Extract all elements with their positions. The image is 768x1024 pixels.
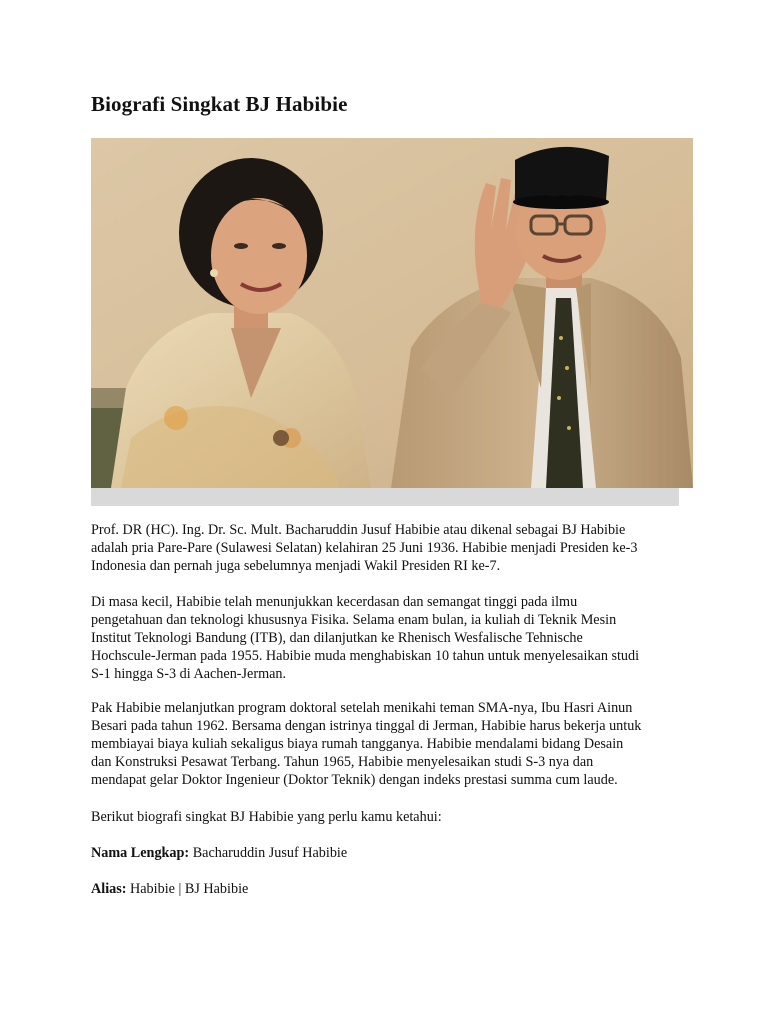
fact-line xyxy=(91,880,703,898)
paragraph-lead-in xyxy=(91,808,703,826)
fact-label: Alias: xyxy=(91,881,127,897)
habibie-photo xyxy=(91,138,693,488)
fact-full-name xyxy=(91,844,703,862)
paragraph-line: Prof. DR (HC). Ing. Dr. Sc. Mult. Bacharuddin Jusuf Habibie atau dikenal sebagai BJ Habibie xyxy=(91,522,626,538)
paragraph-line: Indonesia dan pernah juga sebelumnya menjadi Wakil Presiden RI ke-7. xyxy=(91,558,501,574)
paragraph-line: Pak Habibie melanjutkan program doktoral setelah menikahi teman SMA-nya, Ibu Hasri Ainun xyxy=(91,700,633,716)
paragraph-childhood xyxy=(91,593,703,683)
paragraph-line: mendapat gelar Doktor Ingenieur (Doktor Teknik) dengan indeks prestasi summa cum laude. xyxy=(91,772,618,788)
fact-alias xyxy=(91,880,703,898)
fact-value: Bacharuddin Jusuf Habibie xyxy=(189,845,348,861)
photo-bottom-strip xyxy=(91,488,679,506)
paragraph-intro xyxy=(91,521,703,575)
paragraph-line: adalah pria Pare-Pare (Sulawesi Selatan) kelahiran 25 Juni 1936. Habibie menjadi Presiden ke-3 xyxy=(91,540,638,556)
photo-block xyxy=(91,138,693,506)
paragraph-line: Institut Teknologi Bandung (ITB), dan dilanjutkan ke Rhenisch Wesfalische Tehnische xyxy=(91,630,583,646)
paragraph-line: Di masa kecil, Habibie telah menunjukkan kecerdasan dan semangat tinggi pada ilmu xyxy=(91,594,578,610)
page-title: Biografi Singkat BJ Habibie xyxy=(91,92,348,116)
paragraph-line: S-1 hingga S-3 di Aachen-Jerman. xyxy=(91,666,287,682)
paragraph-line: membiayai biaya kuliah sekaligus biaya rumah tangganya. Habibie mendalami bidang Desain xyxy=(91,736,624,752)
fact-line xyxy=(91,844,703,862)
fact-value: Habibie | BJ Habibie xyxy=(126,881,249,897)
paragraph-doctoral xyxy=(91,699,703,789)
paragraph-line: dan Konstruksi Pesawat Terbang. Tahun 1965, Habibie menyelesaikan studi S-3 nya dan xyxy=(91,754,594,770)
paragraph-line: pengetahuan dan teknologi khususnya Fisika. Selama enam bulan, ia kuliah di Teknik Mesin xyxy=(91,612,617,628)
paragraph-line: Hochscule-Jerman pada 1955. Habibie muda menghabiskan 10 tahun untuk menyelesaikan studi xyxy=(91,648,640,664)
fact-label: Nama Lengkap: xyxy=(91,845,190,861)
paragraph-line: Berikut biografi singkat BJ Habibie yang perlu kamu ketahui: xyxy=(91,809,442,825)
paragraph-line: Besari pada tahun 1962. Bersama dengan istrinya tinggal di Jerman, Habibie harus bekerja untuk xyxy=(91,718,642,734)
photo-illustration xyxy=(91,138,693,488)
